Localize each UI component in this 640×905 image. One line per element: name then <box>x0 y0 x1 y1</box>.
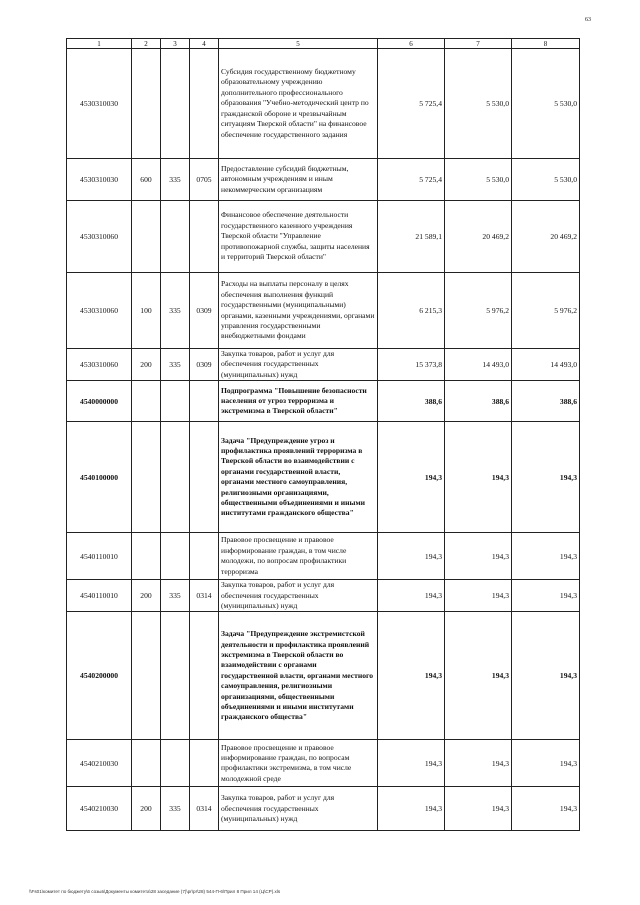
row-rzpr: 0309 <box>190 349 219 381</box>
row-value-7: 14 493,0 <box>445 349 512 381</box>
row-kvr <box>132 49 161 159</box>
header-col-7: 7 <box>445 39 512 49</box>
row-value-8: 194,3 <box>512 580 580 612</box>
header-col-4: 4 <box>190 39 219 49</box>
row-rzpr <box>190 533 219 580</box>
page-number: 63 <box>585 17 591 23</box>
footer-file-path: \\Fs01\комитет по бюджету\6 созыв\Документы комитета\28 заседание (7)\pr\pr\28) 544-П-6\Прил 8 Прил 14 (Ц\СР).xls <box>29 889 281 894</box>
table-row <box>67 349 580 381</box>
row-value-7: 5 530,0 <box>445 159 512 201</box>
row-value-8: 194,3 <box>512 787 580 831</box>
row-rzpr <box>190 381 219 422</box>
row-value-8: 5 530,0 <box>512 159 580 201</box>
row-code: 4540000000 <box>67 381 132 422</box>
header-col-2: 2 <box>132 39 161 49</box>
row-ved: 335 <box>161 580 190 612</box>
row-ved <box>161 422 190 533</box>
table-row <box>67 273 580 349</box>
row-description: Правовое просвещение и правовое информирование граждан, по вопросам профилактики экстремизма, в том числе молодежной среде <box>219 740 378 787</box>
budget-table <box>66 38 580 831</box>
row-value-8: 388,6 <box>512 381 580 422</box>
row-rzpr <box>190 201 219 273</box>
table-row <box>67 787 580 831</box>
row-description: Закупка товаров, работ и услуг для обеспечения государственных (муниципальных) нужд <box>219 787 378 831</box>
row-ved <box>161 49 190 159</box>
row-rzpr <box>190 422 219 533</box>
row-kvr <box>132 201 161 273</box>
row-code: 4540100000 <box>67 422 132 533</box>
row-ved: 335 <box>161 159 190 201</box>
row-kvr <box>132 422 161 533</box>
row-value-7: 194,3 <box>445 612 512 740</box>
header-row <box>67 39 580 49</box>
row-value-6: 194,3 <box>378 612 445 740</box>
row-value-7: 194,3 <box>445 787 512 831</box>
row-value-7: 388,6 <box>445 381 512 422</box>
table-row <box>67 201 580 273</box>
row-kvr <box>132 533 161 580</box>
row-value-6: 194,3 <box>378 787 445 831</box>
row-code: 4530310030 <box>67 159 132 201</box>
row-rzpr: 0314 <box>190 580 219 612</box>
row-kvr: 200 <box>132 580 161 612</box>
table-row <box>67 580 580 612</box>
row-description: Закупка товаров, работ и услуг для обеспечения государственных (муниципальных) нужд <box>219 349 378 381</box>
row-value-6: 15 373,8 <box>378 349 445 381</box>
row-value-8: 194,3 <box>512 740 580 787</box>
row-value-6: 194,3 <box>378 580 445 612</box>
row-code: 4530310060 <box>67 349 132 381</box>
header-col-8: 8 <box>512 39 580 49</box>
table-row <box>67 612 580 740</box>
row-value-8: 194,3 <box>512 612 580 740</box>
row-value-8: 194,3 <box>512 533 580 580</box>
row-rzpr <box>190 612 219 740</box>
row-description: Задача "Предупреждение экстремистской деятельности и профилактика проявлений экстремизма в Тверской области во взаимодействии с органами государственной власти, органами местного самоуправления, религиозными организациями, общественными объединениями и иными институтами гражданского общества" <box>219 612 378 740</box>
row-kvr <box>132 740 161 787</box>
row-rzpr: 0314 <box>190 787 219 831</box>
header-col-1: 1 <box>67 39 132 49</box>
row-ved <box>161 533 190 580</box>
table-body <box>67 49 580 831</box>
row-value-6: 5 725,4 <box>378 49 445 159</box>
row-ved <box>161 740 190 787</box>
row-value-8: 5 530,0 <box>512 49 580 159</box>
row-value-6: 194,3 <box>378 422 445 533</box>
row-kvr: 200 <box>132 787 161 831</box>
row-code: 4530310030 <box>67 49 132 159</box>
table-row <box>67 422 580 533</box>
row-kvr: 200 <box>132 349 161 381</box>
row-value-7: 194,3 <box>445 580 512 612</box>
row-description: Закупка товаров, работ и услуг для обеспечения государственных (муниципальных) нужд <box>219 580 378 612</box>
header-col-5: 5 <box>219 39 378 49</box>
row-description: Задача "Предупреждение угроз и профилактика проявлений терроризма в Тверской области во взаимодействии с органами государственной власти, органами местного самоуправления, религиозными организациями, общественными объединениями и иными институтами гражданского общества" <box>219 422 378 533</box>
row-rzpr <box>190 740 219 787</box>
row-code: 4540210030 <box>67 787 132 831</box>
row-ved <box>161 612 190 740</box>
row-value-6: 21 589,1 <box>378 201 445 273</box>
row-ved: 335 <box>161 349 190 381</box>
row-kvr: 100 <box>132 273 161 349</box>
row-value-7: 194,3 <box>445 422 512 533</box>
row-value-6: 194,3 <box>378 533 445 580</box>
row-kvr <box>132 381 161 422</box>
row-value-6: 388,6 <box>378 381 445 422</box>
row-rzpr: 0705 <box>190 159 219 201</box>
row-description: Правовое просвещение и правовое информирование граждан, в том числе молодежи, по вопросам профилактики терроризма <box>219 533 378 580</box>
row-kvr <box>132 612 161 740</box>
row-value-8: 14 493,0 <box>512 349 580 381</box>
row-code: 4540110010 <box>67 533 132 580</box>
row-code: 4530310060 <box>67 201 132 273</box>
row-ved: 335 <box>161 273 190 349</box>
row-value-6: 6 215,3 <box>378 273 445 349</box>
row-code: 4540200000 <box>67 612 132 740</box>
table-row <box>67 740 580 787</box>
header-col-3: 3 <box>161 39 190 49</box>
row-ved: 335 <box>161 787 190 831</box>
row-rzpr: 0309 <box>190 273 219 349</box>
row-value-7: 5 976,2 <box>445 273 512 349</box>
row-code: 4540110010 <box>67 580 132 612</box>
row-ved <box>161 381 190 422</box>
row-description: Подпрограмма "Повышение безопасности населения от угроз терроризма и экстремизма в Тверской области" <box>219 381 378 422</box>
row-description: Расходы на выплаты персоналу в целях обеспечения выполнения функций государственными (муниципальными) органами, казенными учреждениями, органами управления государственными внебюджетными фондами <box>219 273 378 349</box>
table-row <box>67 533 580 580</box>
row-description: Предоставление субсидий бюджетным, автономным учреждениям и иным некоммерческим организациям <box>219 159 378 201</box>
row-description: Субсидия государственному бюджетному образовательному учреждению дополнительного профессионального образования "Учебно-методический центр по гражданской обороне и чрезвычайным ситуациям Тверской области" на финансовое обеспечение государственного задания <box>219 49 378 159</box>
table-row <box>67 159 580 201</box>
table-row <box>67 381 580 422</box>
row-ved <box>161 201 190 273</box>
table-row <box>67 49 580 159</box>
row-value-7: 5 530,0 <box>445 49 512 159</box>
row-value-7: 20 469,2 <box>445 201 512 273</box>
row-value-8: 20 469,2 <box>512 201 580 273</box>
row-description: Финансовое обеспечение деятельности государственного казенного учреждения Тверской области "Управление противопожарной службы, защиты населения и территорий Тверской области" <box>219 201 378 273</box>
row-value-7: 194,3 <box>445 533 512 580</box>
row-value-8: 194,3 <box>512 422 580 533</box>
row-value-8: 5 976,2 <box>512 273 580 349</box>
row-rzpr <box>190 49 219 159</box>
row-value-6: 194,3 <box>378 740 445 787</box>
row-value-7: 194,3 <box>445 740 512 787</box>
row-value-6: 5 725,4 <box>378 159 445 201</box>
header-col-6: 6 <box>378 39 445 49</box>
row-code: 4530310060 <box>67 273 132 349</box>
row-kvr: 600 <box>132 159 161 201</box>
row-code: 4540210030 <box>67 740 132 787</box>
